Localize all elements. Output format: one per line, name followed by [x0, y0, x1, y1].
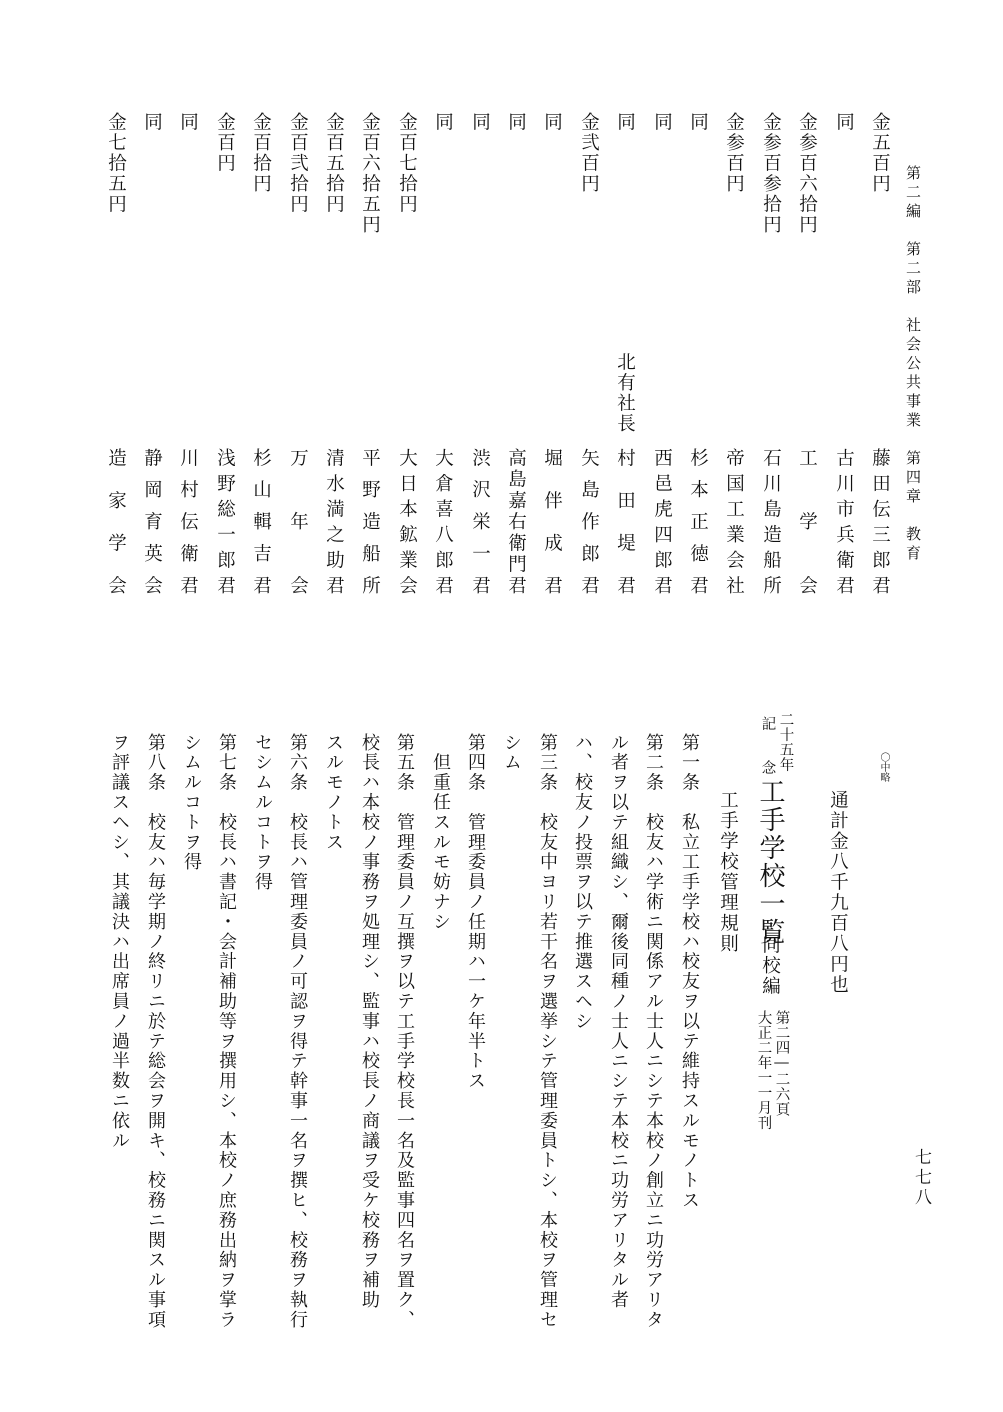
donor-name: 矢島作郎君: [578, 448, 600, 596]
donor-name: 帝国工業会社: [723, 448, 745, 596]
rules-line: 第四条 管理委員ノ任期ハ一ケ年半トス: [465, 733, 486, 1092]
donor-name: 藤田伝三郎君: [869, 448, 891, 596]
rules-line: 第五条 管理委員ノ互撰ヲ以テ工手学校長一名及監事四名ヲ置ク、: [394, 733, 415, 1330]
page-number: 七七八: [911, 1148, 931, 1208]
running-title: 第二編 第二部 社会公共事業 第四章 教育: [904, 165, 922, 564]
source-note-year: 二十五年: [777, 712, 794, 772]
source-title: 工手学校一覧: [755, 778, 785, 946]
donation-amount: 金百七拾円: [396, 112, 418, 215]
source-note-nen: 念: [759, 760, 776, 775]
donation-amount: 同: [505, 112, 527, 133]
donation-amount: 金参百六拾円: [796, 112, 818, 235]
donation-amount: 金百拾円: [250, 112, 272, 194]
donation-amount: 同: [432, 112, 454, 133]
rules-line: シム: [501, 733, 522, 773]
donor-name: 村田堤君: [614, 448, 636, 596]
donation-amount: 同: [687, 112, 709, 133]
donor-name: 万年会: [287, 448, 309, 596]
donor-name: 平野造船所: [359, 448, 381, 596]
donation-amount: 金百弐拾円: [287, 112, 309, 215]
rules-line: ハ、校友ノ投票ヲ以テ推選スヘシ: [572, 733, 593, 1032]
total-amount: 通計金八千九百八円也: [827, 790, 849, 995]
donation-amount: 同: [614, 112, 636, 133]
donor-name: 石川島造船所: [760, 448, 782, 596]
rules-title: 工手学校管理規則: [717, 790, 739, 954]
donation-amount: 同: [177, 112, 199, 133]
donor-name: 静岡育英会: [141, 448, 163, 596]
donation-amount: 同: [651, 112, 673, 133]
source-editor: 同校編: [759, 935, 781, 997]
rules-line: シムルコトヲ得: [181, 733, 202, 873]
donation-amount: 同: [541, 112, 563, 133]
donation-amount: 金弐百円: [578, 112, 600, 194]
omission-marker: 〇中略: [878, 752, 889, 782]
donor-name: 西邑虎四郎君: [651, 448, 673, 596]
donor-title: 北有社長: [614, 352, 636, 434]
rules-line: ル者ヲ以テ組織シ、爾後同種ノ士人ニシテ本校ニ功労アリタル者: [608, 733, 629, 1311]
donation-amount: 金参百参拾円: [760, 112, 782, 235]
donation-amount: 金七拾五円: [105, 112, 127, 215]
donation-amount: 同: [141, 112, 163, 133]
donation-amount: 金百円: [214, 112, 236, 174]
donation-amount: 同: [833, 112, 855, 133]
donor-name: 渋沢栄一君: [469, 448, 491, 596]
donor-name: 大日本鉱業会: [396, 448, 418, 596]
source-published: 大正二年一一月刊: [755, 1010, 772, 1130]
donor-name: 工学会: [796, 448, 818, 596]
donor-name: 造家学会: [105, 448, 127, 596]
rules-line: 第七条 校長ハ書記・会計補助等ヲ撰用シ、本校ノ庶務出納ヲ掌ラ: [216, 733, 237, 1330]
rules-line: 校長ハ本校ノ事務ヲ処理シ、監事ハ校長ノ商議ヲ受ケ校務ヲ補助: [359, 733, 380, 1311]
donor-name: 堀伴成君: [541, 448, 563, 596]
donation-amount: 金百五拾円: [323, 112, 345, 215]
donor-name: 清水満之助君: [323, 448, 345, 596]
rules-line: 但重任スルモ妨ナシ: [430, 733, 451, 932]
donation-amount: 金五百円: [869, 112, 891, 194]
donation-amount: 同: [469, 112, 491, 133]
source-note-ki: 記: [759, 716, 776, 731]
donor-name: 大倉喜八郎君: [432, 448, 454, 596]
donor-name: 浅野総一郎君: [214, 448, 236, 596]
donor-name: 川村伝衛君: [177, 448, 199, 596]
rules-line: 第八条 校友ハ毎学期ノ終リニ於テ総会ヲ開キ、校務ニ関スル事項: [145, 733, 166, 1330]
rules-line: ヲ評議スヘシ、其議決ハ出席員ノ過半数ニ依ル: [109, 733, 130, 1151]
rules-line: 第一条 私立工手学校ハ校友ヲ以テ維持スルモノトス: [679, 733, 700, 1211]
rules-line: セシムルコトヲ得: [252, 733, 273, 893]
donor-name: 杉山輯吉君: [250, 448, 272, 596]
donor-name: 杉本正徳君: [687, 448, 709, 596]
rules-line: 第三条 校友中ヨリ若干名ヲ選挙シテ管理委員トシ、本校ヲ管理セ: [537, 733, 558, 1330]
donation-amount: 金参百円: [723, 112, 745, 194]
source-pages: 第二四―二六頁: [773, 1010, 790, 1117]
rules-line: スルモノトス: [323, 733, 344, 853]
donor-name: 高島嘉右衛門君: [505, 448, 527, 596]
donor-name: 古川市兵衛君: [833, 448, 855, 596]
rules-line: 第二条 校友ハ学術ニ関係アル士人ニシテ本校ノ創立ニ功労アリタ: [643, 733, 664, 1330]
donation-amount: 金百六拾五円: [359, 112, 381, 235]
rules-line: 第六条 校長ハ管理委員ノ可認ヲ得テ幹事一名ヲ撰ヒ、校務ヲ執行: [287, 733, 308, 1330]
